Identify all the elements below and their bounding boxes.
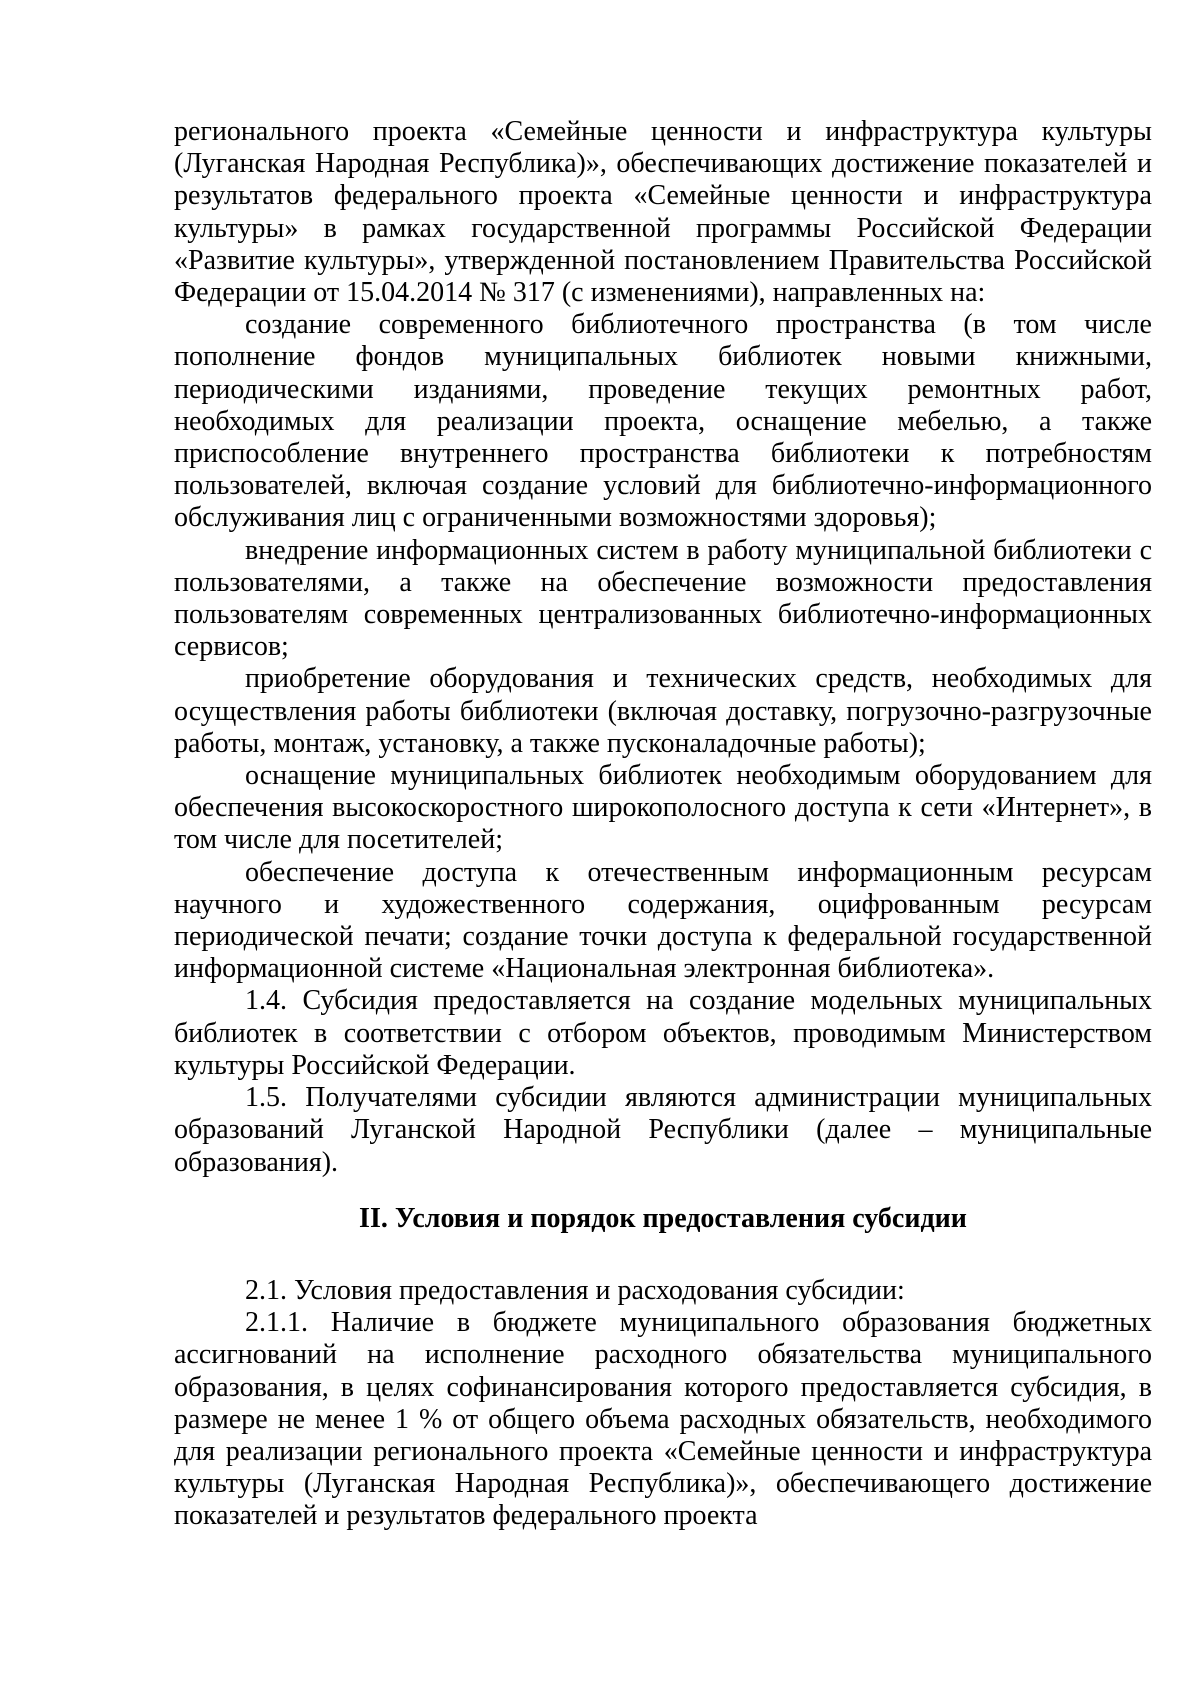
paragraph-clause-2-1-1: 2.1.1. Наличие в бюджете муниципального образования бюджетных ассигнований на исполнение расходного обязательства муниципального образования, в целях софинансирования которого предоставляется субсидия, в размере не менее 1 % от общего объема расходных обязательств, необходимого для реализации регионального проекта «Семейные ценности и инфраструктура культуры (Луганская Народная Республика)», обеспечивающего достижение показателей и результатов федерального проекта [174, 1307, 1152, 1532]
paragraph-internet-access: оснащение муниципальных библиотек необходимым оборудованием для обеспечения высокоскоростного широкополосного доступа к сети «Интернет», в том числе для посетителей; [174, 760, 1152, 856]
paragraph-resource-access: обеспечение доступа к отечественным информационным ресурсам научного и художественного содержания, оцифрованным ресурсам периодической печати; создание точки доступа к федеральной государственной информационной системе «Национальная электронная библиотека». [174, 856, 1152, 985]
paragraph-clause-1-4: 1.4. Субсидия предоставляется на создание модельных муниципальных библиотек в соответствии с отбором объектов, проводимым Министерством культуры Российской Федерации. [174, 985, 1152, 1081]
paragraph-equipment-purchase: приобретение оборудования и технических средств, необходимых для осуществления работы библиотеки (включая доставку, погрузочно-разгрузочные работы, монтаж, установку, а также пусконаладочные работы); [174, 663, 1152, 759]
paragraph-library-space: создание современного библиотечного пространства (в том числе пополнение фондов муниципальных библиотек новыми книжными, периодическими изданиями, проведение текущих ремонтных работ, необходимых для реализации проекта, оснащение мебелью, а также приспособление внутреннего пространства библиотеки к потребностям пользователей, включая создание условий для библиотечно-информационного обслуживания лиц с ограниченными возможностями здоровья); [174, 309, 1152, 534]
paragraph-clause-1-5: 1.5. Получателями субсидии являются администрации муниципальных образований Луганской Народной Республики (далее – муниципальные образования). [174, 1082, 1152, 1178]
document-page [174, 116, 1152, 1533]
paragraph-information-systems: внедрение информационных систем в работу муниципальной библиотеки с пользователями, а также на обеспечение возможности предоставления пользователям современных централизованных библиотечно-информационных сервисов; [174, 534, 1152, 663]
section-heading: II. Условия и порядок предоставления субсидии [359, 1202, 967, 1234]
paragraph-continuation: регионального проекта «Семейные ценности и инфраструктура культуры (Луганская Народная Республика)», обеспечивающих достижение показателей и результатов федерального проекта «Семейные ценности и инфраструктура культуры» в рамках государственной программы Российской Федерации «Развитие культуры», утвержденной постановлением Правительства Российской Федерации от 15.04.2014 № 317 (с изменениями), направленных на: [174, 116, 1152, 309]
paragraph-clause-2-1: 2.1. Условия предоставления и расходования субсидии: [245, 1274, 905, 1306]
